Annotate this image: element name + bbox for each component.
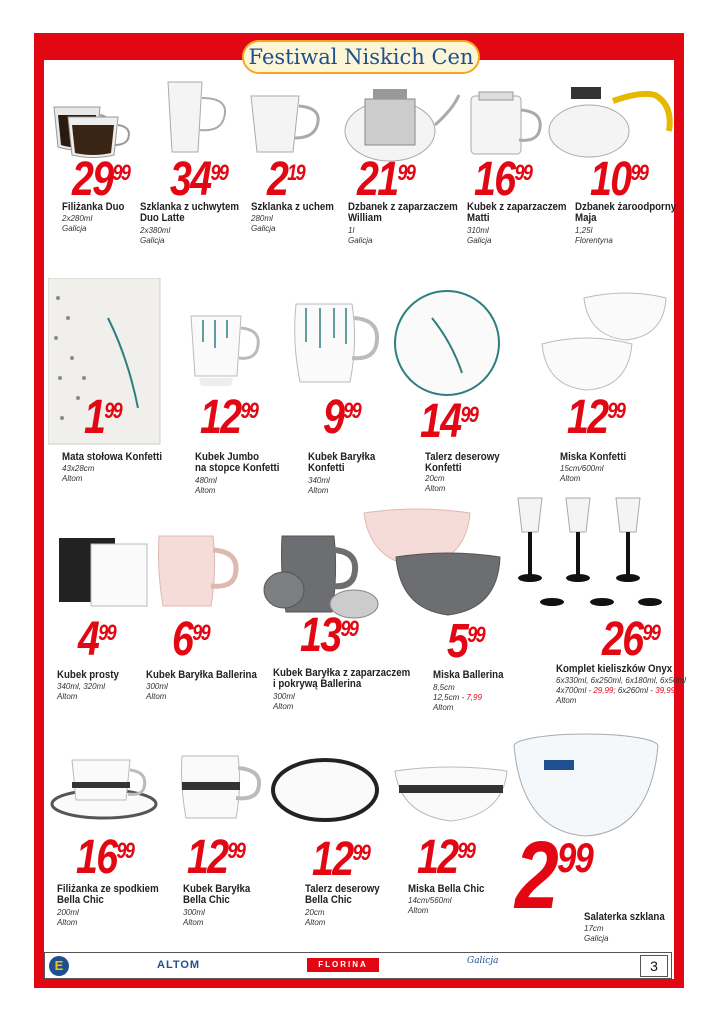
teapot-william-image bbox=[335, 85, 465, 165]
brand-altom: ALTOM bbox=[157, 959, 201, 971]
latte-glass-image bbox=[160, 78, 240, 158]
price: $10^{99}$ bbox=[590, 153, 648, 206]
price: $12^{99}$ bbox=[417, 831, 475, 884]
product-name: Kubek Baryłka Ballerina bbox=[146, 669, 257, 681]
product-name: Kubek Baryłka Konfetti bbox=[308, 451, 376, 474]
product-spec: 340ml Altom bbox=[308, 476, 330, 495]
product-spec: 1l Galicja bbox=[348, 226, 373, 245]
price: $16^{99}$ bbox=[474, 153, 532, 206]
price: $12^{99}$ bbox=[312, 833, 370, 886]
product-spec: 480ml Altom bbox=[195, 476, 217, 495]
product-name: Talerz deserowy Konfetti bbox=[425, 451, 500, 474]
product-name: Mata stołowa Konfetti bbox=[62, 451, 163, 463]
spec-price: 29,99 bbox=[593, 686, 614, 695]
onyx-glasses-image bbox=[512, 492, 667, 612]
product-name: Kubek prosty bbox=[57, 669, 119, 681]
product-spec: 200ml Altom bbox=[57, 908, 79, 927]
product-spec: 310ml Galicja bbox=[467, 226, 492, 245]
straight-mug-image bbox=[55, 530, 155, 610]
product-spec: 2x380ml Galicja bbox=[140, 226, 171, 245]
product-name: Dzbanek z zaparzaczem William bbox=[348, 201, 458, 224]
konfetti-barrel-mug-image bbox=[290, 298, 390, 388]
product-spec: 300ml Altom bbox=[183, 908, 205, 927]
product-name: Komplet kieliszków Onyx bbox=[556, 663, 673, 675]
product-spec: 300ml Altom bbox=[273, 692, 295, 711]
product-name: Szklanka z uchem bbox=[251, 201, 334, 213]
product-spec: 17cm Galicja bbox=[584, 924, 609, 943]
product-name: Filiżanka ze spodkiem Bella Chic bbox=[57, 883, 159, 906]
footer-bar bbox=[44, 952, 672, 979]
brand-florina: FLORINA bbox=[307, 958, 379, 972]
price: $16^{99}$ bbox=[76, 831, 134, 884]
product-name: Talerz deserowy Bella Chic bbox=[305, 883, 380, 906]
brand-galicja: Galicja bbox=[467, 956, 499, 966]
product-spec: 340ml, 320ml Altom bbox=[57, 682, 106, 701]
price: $14^{99}$ bbox=[420, 395, 478, 448]
product-name: Miska Konfetti bbox=[560, 451, 627, 463]
spec-brand: Altom bbox=[433, 703, 454, 712]
price: $13^{99}$ bbox=[300, 609, 358, 662]
product-name: Kubek z zaparzaczem Matti bbox=[467, 201, 567, 224]
price: $6^{99}$ bbox=[172, 613, 210, 666]
product-spec: 280ml Galicja bbox=[251, 214, 276, 233]
product-name: Miska Bella Chic bbox=[408, 883, 485, 895]
spec-text: 6x330ml, 6x250ml, 6x180ml, 6x50ml 4x700ml - bbox=[556, 676, 686, 695]
price: $29^{99}$ bbox=[72, 153, 130, 206]
product-spec: 2x280ml Galicja bbox=[62, 214, 93, 233]
product-name: Kubek Baryłka z zaparzaczem i pokrywą Ballerina bbox=[273, 667, 411, 690]
price: $1^{99}$ bbox=[84, 391, 122, 444]
price: $12^{99}$ bbox=[567, 391, 625, 444]
ballerina-bowl-image bbox=[362, 505, 512, 620]
product-spec: 1,25l Florentyna bbox=[575, 226, 613, 245]
ballerina-mug-image bbox=[155, 530, 250, 610]
glass-mug-image bbox=[245, 90, 330, 160]
product-name: Salaterka szklana bbox=[584, 911, 665, 923]
product-name: Miska Ballerina bbox=[433, 669, 504, 681]
product-name: Szklanka z uchwytem Duo Latte bbox=[140, 201, 239, 224]
spec-brand: Altom bbox=[556, 696, 577, 705]
product-spec: 15cm/600ml Altom bbox=[560, 464, 604, 483]
product-spec: 20cm Altom bbox=[305, 908, 326, 927]
price: $9^{99}$ bbox=[323, 391, 361, 444]
spec-text: 8,5cm 12,5cm - bbox=[433, 683, 465, 702]
duo-cup-image bbox=[50, 95, 160, 160]
spec-text-mid: ; 6x260ml - bbox=[613, 686, 656, 695]
price: $21^{99}$ bbox=[357, 153, 415, 206]
product-name: Dzbanek żaroodporny Maja bbox=[575, 201, 677, 224]
price: $12^{99}$ bbox=[200, 391, 258, 444]
bella-chic-plate-image bbox=[270, 756, 380, 826]
product-spec bbox=[433, 683, 482, 713]
price: $34^{99}$ bbox=[170, 153, 228, 206]
product-spec: 300ml Altom bbox=[146, 682, 168, 701]
spec-price: 7,99 bbox=[466, 693, 482, 702]
konfetti-bowl-image bbox=[540, 278, 670, 398]
matti-mug-image bbox=[465, 88, 550, 160]
bella-chic-bowl-image bbox=[393, 763, 511, 823]
bella-chic-mug-image bbox=[178, 752, 268, 822]
product-spec: 20cm Altom bbox=[425, 474, 446, 493]
price: $2^{19}$ bbox=[267, 153, 305, 206]
price: $5^{99}$ bbox=[447, 615, 485, 668]
price: $4^{99}$ bbox=[78, 613, 116, 666]
product-spec: 14cm/560ml Altom bbox=[408, 896, 452, 915]
maja-jug-image bbox=[545, 85, 685, 160]
price-large: $2^{99}$ bbox=[515, 822, 593, 929]
product-name: Kubek Jumbo na stopce Konfetti bbox=[195, 451, 280, 474]
product-spec bbox=[556, 676, 686, 706]
price: $26^{99}$ bbox=[602, 613, 660, 666]
jumbo-mug-image bbox=[185, 312, 265, 390]
store-logo-icon: E bbox=[49, 956, 69, 976]
product-name: Kubek Baryłka Bella Chic bbox=[183, 883, 251, 906]
page-number: 3 bbox=[640, 955, 668, 977]
banner-title: Festiwal Niskich Cen bbox=[242, 40, 480, 74]
product-name: Filiżanka Duo bbox=[62, 201, 125, 213]
price: $12^{99}$ bbox=[187, 831, 245, 884]
product-spec: 43x28cm Altom bbox=[62, 464, 95, 483]
konfetti-plate-image bbox=[392, 288, 502, 398]
spec-price-2: 39,99 bbox=[655, 686, 676, 695]
bella-chic-cup-image bbox=[48, 752, 160, 822]
